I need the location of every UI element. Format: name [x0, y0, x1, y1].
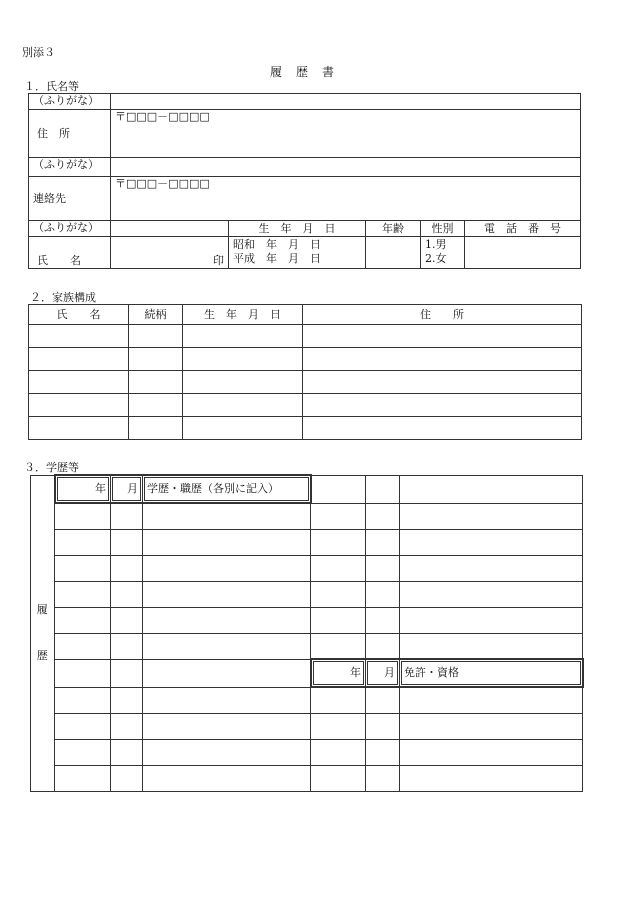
license-month-cell[interactable] [366, 607, 400, 633]
furigana-label: （ふりがな） [29, 221, 111, 237]
name-furigana-field[interactable] [111, 221, 229, 237]
license-month-cell[interactable] [366, 739, 400, 765]
address-field[interactable] [111, 110, 581, 158]
history-year-cell[interactable] [55, 687, 111, 713]
history-month-cell[interactable] [111, 687, 143, 713]
contact-furigana-field[interactable] [111, 158, 581, 177]
sex-option-female: 2.女 [425, 252, 447, 265]
age-header: 年齢 [366, 221, 421, 237]
postal-code-placeholder: 〒□□□－□□□□ [115, 110, 210, 123]
family-relation-cell[interactable] [129, 371, 183, 394]
table-row [31, 529, 583, 555]
postal-code-placeholder: 〒□□□－□□□□ [115, 177, 210, 190]
history-month-cell[interactable] [111, 503, 143, 529]
family-relation-cell[interactable] [129, 417, 183, 440]
history-content-cell[interactable] [143, 739, 311, 765]
family-birthdate-header: 生 年 月 日 [183, 305, 303, 325]
license-month-cell[interactable] [366, 503, 400, 529]
table-row [31, 687, 583, 713]
family-address-cell[interactable] [303, 394, 582, 417]
license-content-cell[interactable] [400, 739, 583, 765]
history-year-cell[interactable] [55, 739, 111, 765]
license-month-header: 月 [366, 659, 400, 687]
history-side-label [31, 475, 55, 791]
table-row [29, 394, 582, 417]
birthdate-era-showa: 昭和 年 月 日 [233, 238, 321, 251]
table-row [31, 555, 583, 581]
history-content-header: 学歴・職歴（各別に記入） [143, 475, 311, 503]
address-label: 住 所 [29, 110, 111, 158]
table-row [29, 371, 582, 394]
family-name-cell[interactable] [29, 371, 129, 394]
history-content-cell[interactable] [143, 687, 311, 713]
license-year-cell[interactable] [311, 633, 366, 659]
history-table [30, 474, 584, 792]
table-row [31, 765, 583, 791]
annex-label: 別添３ [22, 46, 55, 59]
history-month-header: 月 [111, 475, 143, 503]
history-content-cell[interactable] [143, 633, 311, 659]
personal-info-table [28, 93, 581, 269]
family-name-cell[interactable] [29, 348, 129, 371]
history-month-cell[interactable] [111, 659, 143, 687]
phone-field[interactable] [465, 237, 581, 269]
license-year-cell[interactable] [311, 555, 366, 581]
license-year-cell[interactable] [311, 739, 366, 765]
table-row [31, 659, 583, 687]
table-row [31, 739, 583, 765]
table-row [29, 348, 582, 371]
birthdate-field[interactable] [229, 237, 366, 269]
license-year-cell[interactable] [311, 581, 366, 607]
license-year-header: 年 [311, 659, 366, 687]
furigana-label: （ふりがな） [29, 94, 111, 110]
history-month-cell[interactable] [111, 607, 143, 633]
family-address-cell[interactable] [303, 348, 582, 371]
history-content-cell[interactable] [143, 529, 311, 555]
license-content-header: 免許・資格 [400, 659, 583, 687]
phone-header: 電 話 番 号 [465, 221, 581, 237]
family-address-cell[interactable] [303, 325, 582, 348]
history-content-cell[interactable] [143, 503, 311, 529]
license-content-cell[interactable] [400, 607, 583, 633]
family-birthdate-cell[interactable] [183, 417, 303, 440]
table-row [31, 503, 583, 529]
family-birthdate-cell[interactable] [183, 325, 303, 348]
license-month-cell[interactable] [366, 475, 400, 503]
license-content-cell[interactable] [400, 581, 583, 607]
furigana-label: （ふりがな） [29, 158, 111, 177]
license-content-cell[interactable] [400, 555, 583, 581]
history-content-cell[interactable] [143, 765, 311, 791]
history-month-cell[interactable] [111, 765, 143, 791]
family-relation-cell[interactable] [129, 325, 183, 348]
family-name-cell[interactable] [29, 394, 129, 417]
license-month-cell[interactable] [366, 529, 400, 555]
history-side-char-1: 履 [36, 603, 48, 616]
history-month-cell[interactable] [111, 581, 143, 607]
history-month-cell[interactable] [111, 555, 143, 581]
history-year-cell[interactable] [55, 581, 111, 607]
history-year-cell[interactable] [55, 607, 111, 633]
history-year-cell[interactable] [55, 659, 111, 687]
address-furigana-field[interactable] [111, 94, 581, 110]
license-content-cell[interactable] [400, 633, 583, 659]
family-address-cell[interactable] [303, 417, 582, 440]
license-content-cell[interactable] [400, 503, 583, 529]
history-content-cell[interactable] [143, 659, 311, 687]
license-content-cell[interactable] [400, 713, 583, 739]
sex-field[interactable] [421, 237, 465, 269]
license-content-cell[interactable] [400, 687, 583, 713]
license-year-cell[interactable] [311, 529, 366, 555]
family-table [28, 304, 582, 440]
license-year-cell[interactable] [311, 765, 366, 791]
document-title: 履 歴 書 [270, 65, 336, 79]
license-year-cell[interactable] [311, 607, 366, 633]
history-content-cell[interactable] [143, 607, 311, 633]
history-month-cell[interactable] [111, 529, 143, 555]
family-address-header: 住 所 [303, 305, 582, 325]
license-month-cell[interactable] [366, 633, 400, 659]
family-name-cell[interactable] [29, 325, 129, 348]
history-month-cell[interactable] [111, 633, 143, 659]
license-content-cell[interactable] [400, 475, 583, 503]
license-year-cell[interactable] [311, 713, 366, 739]
license-content-cell[interactable] [400, 529, 583, 555]
table-row [31, 607, 583, 633]
history-content-cell[interactable] [143, 581, 311, 607]
birthdate-header: 生 年 月 日 [229, 221, 366, 237]
history-month-cell[interactable] [111, 739, 143, 765]
license-month-cell[interactable] [366, 713, 400, 739]
seal-mark: 印 [213, 254, 224, 267]
family-relation-header: 続柄 [129, 305, 183, 325]
family-relation-cell[interactable] [129, 348, 183, 371]
license-year-cell[interactable] [311, 503, 366, 529]
history-year-cell[interactable] [55, 765, 111, 791]
history-side-char-2: 歴 [36, 649, 48, 662]
family-name-cell[interactable] [29, 417, 129, 440]
history-year-cell[interactable] [55, 503, 111, 529]
section-3-heading: ３．学歴等 [24, 461, 79, 474]
section-1-heading: １．氏名等 [24, 80, 79, 93]
birthdate-era-heisei: 平成 年 月 日 [233, 252, 321, 265]
license-month-cell[interactable] [366, 555, 400, 581]
family-birthdate-cell[interactable] [183, 348, 303, 371]
history-year-cell[interactable] [55, 555, 111, 581]
sex-header: 性別 [421, 221, 465, 237]
history-content-cell[interactable] [143, 555, 311, 581]
name-field[interactable] [111, 237, 229, 269]
license-month-cell[interactable] [366, 581, 400, 607]
name-label: 氏 名 [29, 237, 111, 269]
history-year-cell[interactable] [55, 633, 111, 659]
license-content-cell[interactable] [400, 765, 583, 791]
license-month-cell[interactable] [366, 687, 400, 713]
family-birthdate-cell[interactable] [183, 371, 303, 394]
table-row [29, 417, 582, 440]
table-row [29, 325, 582, 348]
family-name-header: 氏 名 [29, 305, 129, 325]
section-2-heading: ２．家族構成 [30, 291, 96, 304]
table-row [31, 633, 583, 659]
table-row [31, 713, 583, 739]
family-relation-cell[interactable] [129, 394, 183, 417]
sex-option-male: 1.男 [425, 238, 447, 251]
license-year-cell[interactable] [311, 687, 366, 713]
age-field[interactable] [366, 237, 421, 269]
table-row [31, 581, 583, 607]
history-content-cell[interactable] [143, 713, 311, 739]
license-month-cell[interactable] [366, 765, 400, 791]
history-year-header: 年 [55, 475, 111, 503]
family-address-cell[interactable] [303, 371, 582, 394]
history-month-cell[interactable] [111, 713, 143, 739]
contact-field[interactable] [111, 177, 581, 221]
license-year-cell[interactable] [311, 475, 366, 503]
contact-label: 連絡先 [29, 177, 111, 221]
history-year-cell[interactable] [55, 713, 111, 739]
history-year-cell[interactable] [55, 529, 111, 555]
family-birthdate-cell[interactable] [183, 394, 303, 417]
